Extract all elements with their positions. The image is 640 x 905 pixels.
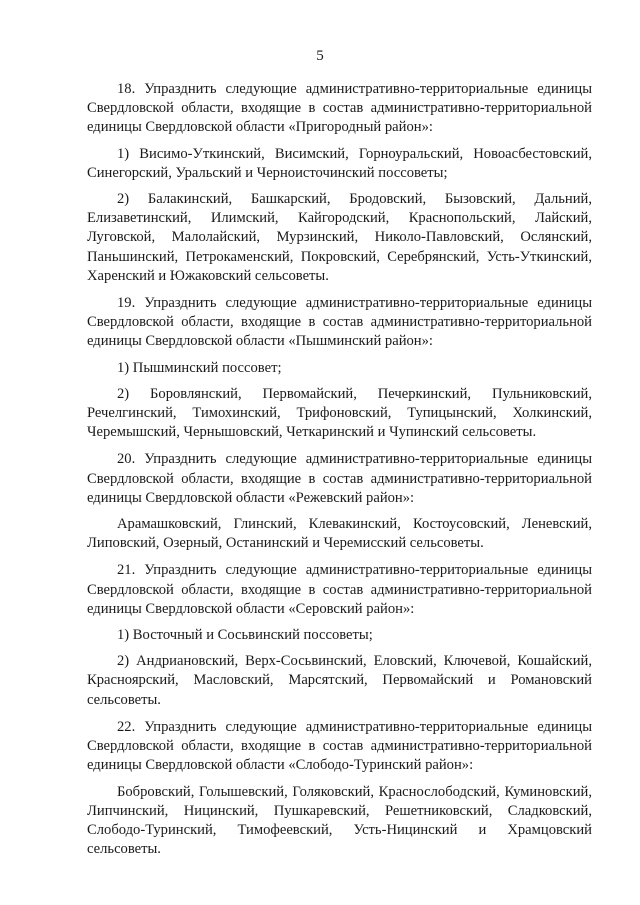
document-body [87, 80, 592, 866]
paragraph-18-heading: 18. Упразднить следующие административно-территориальные единицы Свердловской области, входящие в состав административно-территориальной единицы Свердловской области «Пригородный район»: [87, 81, 592, 136]
paragraph-19-item-1: 1) Пышминский поссовет; [117, 359, 282, 376]
paragraph-22-list: Бобровский, Голышевский, Голяковский, Краснослободский, Куминовский, Липчинский, Ницинский, Пушкаревский, Решетниковский, Сладковский, Слободо-Туринский, Тимофеевский, Усть-Ницинский и Храмцовский сельсоветы. [87, 783, 592, 858]
paragraph-19-item-2: 2) Боровлянский, Первомайский, Печеркинский, Пульниковский, Речелгинский, Тимохинский, Трифоновский, Тупицынский, Холкинский, Черемышский, Чернышовский, Четкаринский и Чупинский сельсоветы. [87, 385, 592, 441]
paragraph-18-item-2: 2) Балакинский, Башкарский, Бродовский, Бызовский, Дальний, Елизаветинский, Илимский, Кайгородский, Краснопольский, Лайский, Луговской, Малолайский, Мурзинский, Николо-Павловский, Ослянский, Паньшинский, Петрокаменский, Покровский, Серебрянский, Усть-Уткинский, Харенский и Южаковский сельсоветы. [87, 191, 592, 284]
paragraph-18-item-1: 1) Висимо-Уткинский, Висимский, Горноуральский, Новоасбестовский, Синегорский, Уральский и Черноисточинский поссоветы; [87, 145, 592, 181]
paragraph-21-item-2: 2) Андриановский, Верх-Сосьвинский, Еловский, Ключевой, Кошайский, Красноярский, Масловский, Марсятский, Первомайский и Романовский сельсоветы. [87, 653, 592, 708]
paragraph-21-item-1: 1) Восточный и Сосьвинский поссоветы; [117, 627, 373, 644]
page-number: 5 [316, 48, 324, 64]
paragraph-20-list: Арамашковский, Глинский, Клевакинский, Костоусовский, Леневский, Липовский, Озерный, Останинский и Черемисский сельсоветы. [87, 516, 592, 552]
paragraph-19-heading: 19. Упразднить следующие административно-территориальные единицы Свердловской области, входящие в состав административно-территориальной единицы Свердловской области «Пышминский район»: [87, 295, 592, 350]
paragraph-20-heading: 20. Упразднить следующие административно-территориальные единицы Свердловской области, входящие в состав административно-территориальной единицы Свердловской области «Режевский район»: [87, 451, 592, 506]
paragraph-22-heading: 22. Упразднить следующие административно-территориальные единицы Свердловской области, входящие в состав административно-территориальной единицы Свердловской области «Слободо-Туринский район»: [87, 718, 592, 774]
paragraph-21-heading: 21. Упразднить следующие административно-территориальные единицы Свердловской области, входящие в состав административно-территориальной единицы Свердловской области «Серовский район»: [87, 562, 592, 617]
